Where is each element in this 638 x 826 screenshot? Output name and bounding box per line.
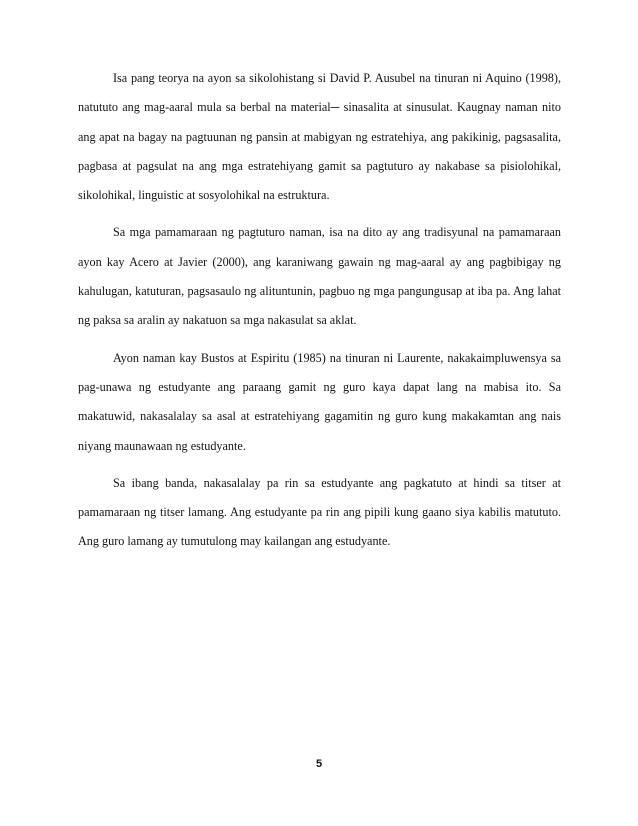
paragraph-student-learning: Sa ibang banda, nakasalalay pa rin sa estudyante ang pagkatuto at hindi sa titser at pamamaraan ng titser lamang. Ang estudyante pa rin ang pipili kung gaano siya kabilis matututo. Ang guro lamang ay tumutulong may kailangan ang estudyante. bbox=[78, 475, 561, 549]
page-number: 5 bbox=[315, 758, 323, 770]
paragraph-bustos-espiritu: Ayon naman kay Bustos at Espiritu (1985) na tinuran ni Laurente, nakakaimpluwensya sa pag-unawa ng estudyante ang paraang gamit ng guro kaya dapat lang na mabisa ito. Sa makatuwid, nakasalalay sa asal at estratehiyang gagamitin ng guro kung makakamtan ang nais niyang maunawaan ng estudyante. bbox=[78, 350, 561, 453]
paragraph-ausubel-theory: Isa pang teorya na ayon sa sikolohistang si David P. Ausubel na tinuran ni Aquino (1998), natututo ang mag-aaral mula sa berbal na material─ sinasalita at sinusulat. Kaugnay naman nito ang apat na bagay na pagtuunan ng pansin at mabigyan ng estratehiya, ang pakikinig, pagsasalita, pagbasa at pagsulat na ang mga estratehiyang gamit sa pagtuturo ay nakabase sa pisiolohikal, sikolohikal, linguistic at sosyolohikal na estruktura. bbox=[78, 71, 561, 203]
paragraph-traditional-method: Sa mga pamamaraan ng pagtuturo naman, isa na dito ay ang tradisyunal na pamamaraan ayon kay Acero at Javier (2000), ang karaniwang gawain ng mag-aaral ay ang pagbibigay ng kahulugan, katuturan, pagsasaulo ng alituntunin, pagbuo ng mga pangungusap at iba pa. Ang lahat ng paksa sa aralin ay nakatuon sa mga nakasulat sa aklat. bbox=[78, 225, 561, 328]
document-body bbox=[78, 64, 561, 565]
